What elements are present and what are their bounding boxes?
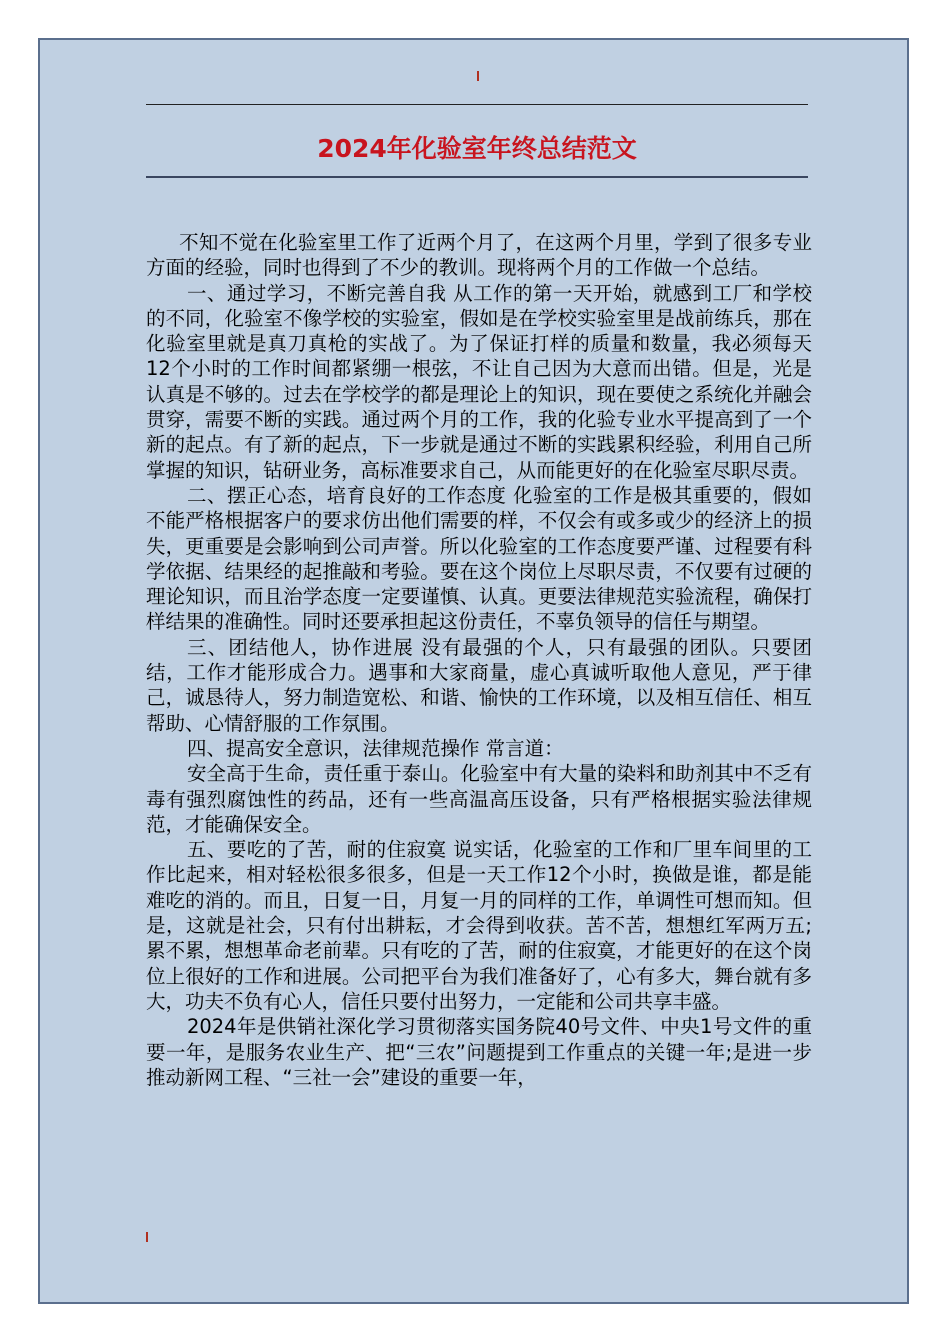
footer-cursor-mark [146, 1232, 148, 1242]
paragraph-intro: 不知不觉在化验室里工作了近两个月了，在这两个月里，学到了很多专业方面的经验，同时也得到了不少的教训。现将两个月的工作做一个总结。 [146, 231, 812, 280]
paragraph-closing: 2024年是供销社深化学习贯彻落实国务院40号文件、中央1号文件的重要一年，是服务农业生产、把“三农”问题提到工作重点的关键一年;是进一步推动新网工程、“三社一会”建设的重要一年， [146, 1015, 812, 1089]
paragraph-section-4-body: 安全高于生命，责任重于泰山。化验室中有大量的染料和助剂其中不乏有毒有强烈腐蚀性的药品，还有一些高温高压设备，只有严格根据实验法律规范，才能确保安全。 [146, 762, 812, 836]
document-page [38, 38, 909, 1304]
document-body [146, 230, 812, 1090]
paragraph-section-3: 三、团结他人，协作进展 没有最强的个人，只有最强的团队。只要团结，工作才能形成合力。遇事和大家商量，虚心真诚听取他人意见，严于律己，诚恳待人，努力制造宽松、和谐、愉快的工作环境，以及相互信任、相互帮助、心情舒服的工作氛围。 [146, 635, 812, 735]
document-title: 2024年化验室年终总结范文 [317, 134, 637, 163]
paragraph-section-5: 五、要吃的了苦，耐的住寂寞 说实话，化验室的工作和厂里车间里的工作比起来，相对轻松很多很多，但是一天工作12个小时，换做是谁，都是能难吃的消的。而且，日复一日，月复一月的同样的工作，单调性可想而知。但是，这就是社会，只有付出耕耘，才会得到收获。苦不苦，想想红军两万五;累不累，想想革命老前辈。只有吃的了苦，耐的住寂寞，才能更好的在这个岗位上很好的工作和进展。公司把平台为我们准备好了，心有多大，舞台就有多大，功夫不负有心人，信任只要付出努力，一定能和公司共享丰盛。 [146, 838, 812, 1013]
header-rule [146, 104, 808, 105]
paragraph-section-2: 二、摆正心态，培育良好的工作态度 化验室的工作是极其重要的，假如不能严格根据客户的要求仿出他们需要的样，不仅会有或多或少的经济上的损失，更重要是会影响到公司声誉。所以化验室的工作态度要严谨、过程要有科学依据、结果经的起推敲和考验。要在这个岗位上尽职尽责，不仅要有过硬的理论知识，而且治学态度一定要谨慎、认真。更要法律规范实验流程，确保打样结果的准确性。同时还要承担起这份责任，不辜负领导的信任与期望。 [146, 483, 812, 634]
header-cursor-mark [477, 71, 479, 81]
title-underline [146, 176, 808, 178]
paragraph-section-4-heading: 四、提高安全意识，法律规范操作 常言道： [186, 736, 564, 760]
paragraph-section-1: 一、通过学习，不断完善自我 从工作的第一天开始，就感到工厂和学校的不同，化验室不像学校的实验室，假如是在学校实验室里是战前练兵，那在化验室里就是真刀真枪的实战了。为了保证打样的质量和数量，我必须每天12个小时的工作时间都紧绷一根弦，不让自己因为大意而出错。但是，光是认真是不够的。过去在学校学的都是理论上的知识，现在要使之系统化并融会贯穿，需要不断的实践。通过两个月的工作，我的化验专业水平提高到了一个新的起点。有了新的起点，下一步就是通过不断的实践累积经验，利用自己所掌握的知识，钻研业务，高标准要求自己，从而能更好的在化验室尽职尽责。 [146, 281, 812, 482]
